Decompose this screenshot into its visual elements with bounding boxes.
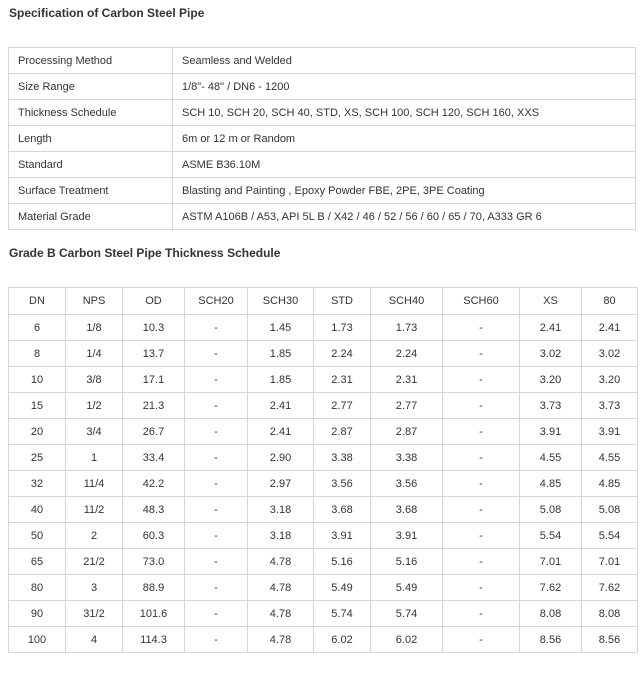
table-cell: 2.41 [248, 419, 314, 445]
table-cell: 2.41 [248, 393, 314, 419]
table-cell: 1.73 [314, 315, 371, 341]
table-row [9, 419, 638, 445]
spec-label: Surface Treatment [9, 178, 173, 204]
column-header: 80 [582, 288, 638, 315]
table-cell: 3.91 [314, 523, 371, 549]
table-cell: 5.54 [582, 523, 638, 549]
table-cell: 2.31 [314, 367, 371, 393]
table-cell: 15 [9, 393, 66, 419]
table-cell: 5.16 [314, 549, 371, 575]
table-cell: 33.4 [123, 445, 185, 471]
table-cell: 5.49 [371, 575, 443, 601]
table-cell: - [185, 341, 248, 367]
table-row [9, 523, 638, 549]
table-cell: 1.85 [248, 341, 314, 367]
table-cell: 7.62 [582, 575, 638, 601]
table-row [9, 393, 638, 419]
table-cell: 2.24 [314, 341, 371, 367]
table-cell: - [443, 341, 520, 367]
table-cell: 25 [9, 445, 66, 471]
table-cell: 60.3 [123, 523, 185, 549]
table-row [9, 445, 638, 471]
table-cell: 4.78 [248, 549, 314, 575]
table-cell: 1/2 [66, 393, 123, 419]
table-cell: - [185, 419, 248, 445]
table-cell: 3.20 [520, 367, 582, 393]
column-header: SCH60 [443, 288, 520, 315]
table-cell: 2.41 [520, 315, 582, 341]
table-cell: - [185, 549, 248, 575]
table-row [9, 471, 638, 497]
table-row [9, 341, 638, 367]
table-cell: 4.78 [248, 601, 314, 627]
table-cell: 2 [66, 523, 123, 549]
table-cell: - [185, 575, 248, 601]
spec-value: ASME B36.10M [173, 152, 636, 178]
spec-label: Length [9, 126, 173, 152]
table-cell: 4.85 [582, 471, 638, 497]
table-cell: - [443, 523, 520, 549]
thickness-schedule-table [8, 287, 638, 653]
table-cell: 4.78 [248, 627, 314, 653]
table-cell: - [443, 445, 520, 471]
spec-label: Size Range [9, 74, 173, 100]
table-cell: 3.02 [520, 341, 582, 367]
table-cell: 3.56 [371, 471, 443, 497]
table-cell: - [443, 549, 520, 575]
table-row [9, 627, 638, 653]
table-cell: 2.31 [371, 367, 443, 393]
spec-value: Blasting and Painting , Epoxy Powder FBE, 2PE, 3PE Coating [173, 178, 636, 204]
table-cell: - [443, 393, 520, 419]
spec-row [9, 74, 636, 100]
table-cell: 88.9 [123, 575, 185, 601]
table-row [9, 367, 638, 393]
table-cell: 8 [9, 341, 66, 367]
table-cell: 3.68 [314, 497, 371, 523]
column-header: NPS [66, 288, 123, 315]
table-cell: 5.74 [314, 601, 371, 627]
table-cell: 42.2 [123, 471, 185, 497]
table-cell: 3.91 [520, 419, 582, 445]
table-cell: 1/8 [66, 315, 123, 341]
table-cell: 11/4 [66, 471, 123, 497]
spec-row [9, 126, 636, 152]
table-cell: 1/4 [66, 341, 123, 367]
table-cell: 3.18 [248, 523, 314, 549]
table-cell: - [185, 497, 248, 523]
table-cell: 4.55 [520, 445, 582, 471]
table-cell: 3.20 [582, 367, 638, 393]
table-cell: 1 [66, 445, 123, 471]
column-header: SCH20 [185, 288, 248, 315]
table-cell: - [185, 367, 248, 393]
table-cell: 3.68 [371, 497, 443, 523]
table-cell: 1.45 [248, 315, 314, 341]
specification-table [8, 47, 636, 230]
spec-row [9, 48, 636, 74]
table-cell: 3.56 [314, 471, 371, 497]
table-row [9, 549, 638, 575]
table-cell: 3.18 [248, 497, 314, 523]
spec-value: Seamless and Welded [173, 48, 636, 74]
table-cell: - [443, 497, 520, 523]
spec-row [9, 204, 636, 230]
spec-value: ASTM A106B / A53, API 5L B / X42 / 46 / 52 / 56 / 60 / 65 / 70, A333 GR 6 [173, 204, 636, 230]
table-cell: - [185, 471, 248, 497]
table-cell: - [185, 523, 248, 549]
spec-value: 1/8"- 48" / DN6 - 1200 [173, 74, 636, 100]
table-cell: 8.56 [582, 627, 638, 653]
table-header-row [9, 288, 638, 315]
table-cell: - [443, 575, 520, 601]
table-cell: 73.0 [123, 549, 185, 575]
spec-row [9, 178, 636, 204]
table-cell: 114.3 [123, 627, 185, 653]
table-cell: 101.6 [123, 601, 185, 627]
spec-title: Specification of Carbon Steel Pipe [9, 6, 205, 20]
table-cell: 90 [9, 601, 66, 627]
table-cell: 80 [9, 575, 66, 601]
table-cell: 10.3 [123, 315, 185, 341]
column-header: DN [9, 288, 66, 315]
table-cell: - [443, 315, 520, 341]
table-cell: 2.90 [248, 445, 314, 471]
table-cell: 2.77 [314, 393, 371, 419]
table-cell: 4 [66, 627, 123, 653]
table-cell: 5.54 [520, 523, 582, 549]
table-cell: - [443, 627, 520, 653]
table-cell: 3.38 [371, 445, 443, 471]
spec-value: SCH 10, SCH 20, SCH 40, STD, XS, SCH 100, SCH 120, SCH 160, XXS [173, 100, 636, 126]
table-cell: 6 [9, 315, 66, 341]
spec-label: Thickness Schedule [9, 100, 173, 126]
table-row [9, 497, 638, 523]
column-header: XS [520, 288, 582, 315]
table-cell: 2.87 [371, 419, 443, 445]
table-cell: 48.3 [123, 497, 185, 523]
spec-label: Material Grade [9, 204, 173, 230]
table-cell: 3/8 [66, 367, 123, 393]
table-cell: 2.77 [371, 393, 443, 419]
spec-value: 6m or 12 m or Random [173, 126, 636, 152]
spec-label: Standard [9, 152, 173, 178]
table-cell: 5.08 [582, 497, 638, 523]
column-header: SCH30 [248, 288, 314, 315]
table-cell: - [185, 627, 248, 653]
table-cell: 100 [9, 627, 66, 653]
table-row [9, 315, 638, 341]
table-cell: 5.08 [520, 497, 582, 523]
table-cell: 26.7 [123, 419, 185, 445]
spec-row [9, 100, 636, 126]
table-cell: 3.91 [582, 419, 638, 445]
table-cell: 11/2 [66, 497, 123, 523]
table-cell: - [185, 445, 248, 471]
table-cell: 6.02 [371, 627, 443, 653]
table-cell: 3.02 [582, 341, 638, 367]
table-cell: 5.74 [371, 601, 443, 627]
table-cell: 10 [9, 367, 66, 393]
table-cell: 8.56 [520, 627, 582, 653]
table-cell: - [443, 419, 520, 445]
table-cell: 1.85 [248, 367, 314, 393]
table-cell: - [443, 471, 520, 497]
spec-label: Processing Method [9, 48, 173, 74]
spec-row [9, 152, 636, 178]
column-header: SCH40 [371, 288, 443, 315]
table-cell: 4.78 [248, 575, 314, 601]
schedule-title: Grade B Carbon Steel Pipe Thickness Schedule [9, 246, 281, 260]
table-cell: 2.41 [582, 315, 638, 341]
table-cell: 7.01 [520, 549, 582, 575]
table-cell: 2.24 [371, 341, 443, 367]
table-cell: 6.02 [314, 627, 371, 653]
table-cell: 4.55 [582, 445, 638, 471]
table-cell: 3.38 [314, 445, 371, 471]
table-cell: 65 [9, 549, 66, 575]
table-cell: 21/2 [66, 549, 123, 575]
table-cell: 32 [9, 471, 66, 497]
table-cell: 5.16 [371, 549, 443, 575]
table-cell: 1.73 [371, 315, 443, 341]
table-cell: 4.85 [520, 471, 582, 497]
table-cell: - [443, 367, 520, 393]
table-cell: 5.49 [314, 575, 371, 601]
table-cell: 40 [9, 497, 66, 523]
table-cell: 3.73 [582, 393, 638, 419]
table-cell: - [185, 393, 248, 419]
column-header: OD [123, 288, 185, 315]
column-header: STD [314, 288, 371, 315]
table-cell: 20 [9, 419, 66, 445]
table-cell: 8.08 [520, 601, 582, 627]
table-cell: 3.91 [371, 523, 443, 549]
table-cell: 8.08 [582, 601, 638, 627]
table-cell: 13.7 [123, 341, 185, 367]
table-row [9, 575, 638, 601]
table-cell: 7.01 [582, 549, 638, 575]
table-cell: - [185, 601, 248, 627]
table-cell: 2.97 [248, 471, 314, 497]
table-cell: - [443, 601, 520, 627]
table-cell: 3/4 [66, 419, 123, 445]
table-cell: 2.87 [314, 419, 371, 445]
table-cell: 3 [66, 575, 123, 601]
table-cell: 17.1 [123, 367, 185, 393]
table-cell: 3.73 [520, 393, 582, 419]
table-cell: 7.62 [520, 575, 582, 601]
table-cell: 31/2 [66, 601, 123, 627]
table-cell: 21.3 [123, 393, 185, 419]
table-row [9, 601, 638, 627]
table-cell: - [185, 315, 248, 341]
table-cell: 50 [9, 523, 66, 549]
